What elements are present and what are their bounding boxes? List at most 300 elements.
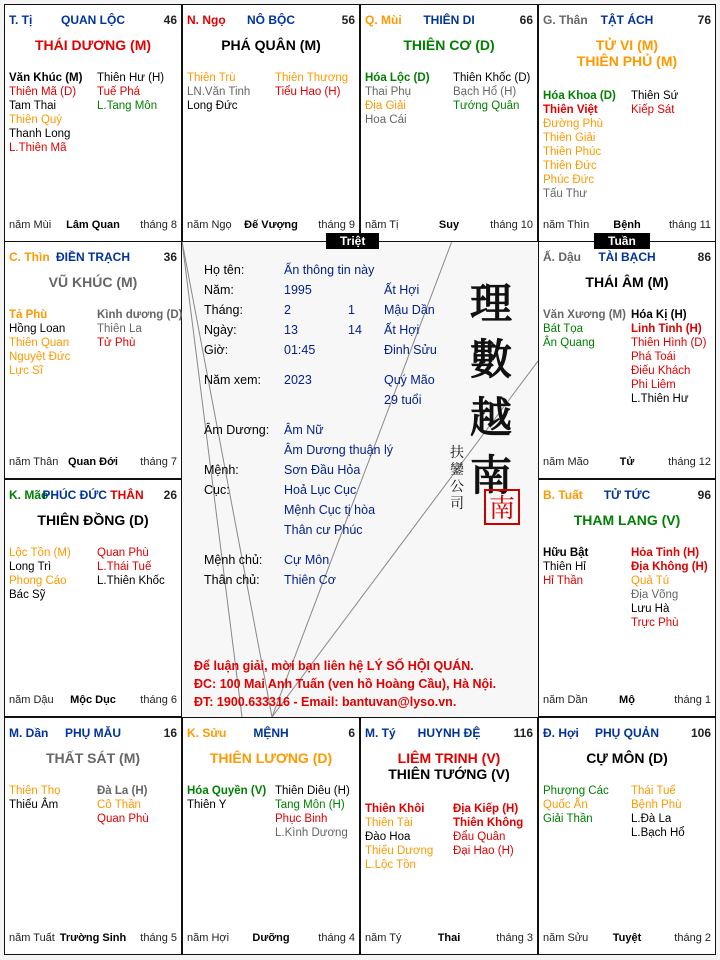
star-item: Địa Giải — [365, 100, 406, 112]
palace-year: năm Sửu — [543, 932, 589, 944]
stars-right — [97, 546, 185, 588]
stars-right — [275, 784, 363, 840]
star-item: Tử Phù — [97, 337, 136, 349]
palace-name — [543, 726, 711, 740]
star-item: Quả Tú — [631, 575, 670, 587]
palace-mao[interactable] — [4, 479, 182, 717]
palace-footer — [187, 219, 355, 233]
palace-name-text: PHỤ QUẢN — [594, 726, 659, 740]
palace-header — [543, 488, 711, 504]
star-item: Hỉ Thần — [543, 575, 584, 587]
star-item: Văn Khúc (M) — [9, 72, 83, 84]
stars-left — [365, 802, 457, 872]
palace-name-text: PHỤ MẪU — [65, 726, 121, 740]
star-item: Địa Không (H) — [631, 561, 708, 573]
stars-right — [631, 546, 719, 630]
star-item: Thiếu Dương — [365, 845, 434, 857]
info-age: 29 tuổi — [384, 393, 422, 407]
palace-footer — [365, 932, 533, 946]
palace-month: tháng 4 — [318, 932, 355, 944]
star-item: Thiên Diêu (H) — [275, 785, 350, 797]
palace-branch: N. Ngọ — [187, 13, 226, 27]
palace-year: năm Hợi — [187, 932, 230, 944]
star-item: Giải Thần — [543, 813, 593, 825]
star-item: Thiên Việt — [543, 104, 598, 116]
palace-month: tháng 11 — [668, 219, 711, 231]
main-stars — [361, 37, 537, 53]
star-item: Ân Quang — [543, 337, 595, 349]
star-item: L.Thiên Khốc — [97, 575, 165, 587]
palace-branch: Q. Mùi — [365, 13, 402, 27]
palace-number: 76 — [697, 13, 711, 27]
stars-left — [543, 89, 635, 201]
palace-stage: Lâm Quan — [66, 219, 120, 231]
star-item: Đường Phù — [543, 118, 603, 130]
contact-line-3: ĐT: 1900.633316 - Email: bantuvan@lyso.vn. — [194, 695, 457, 709]
palace-name-text: PHÚC ĐỨC — [42, 488, 107, 502]
info-am-duong: Âm Nữ — [284, 423, 324, 437]
info-day-lunar: Ất Hợi — [384, 323, 420, 337]
star-item: Đào Hoa — [365, 831, 411, 843]
palace-footer — [9, 456, 177, 470]
palace-than[interactable] — [538, 4, 716, 242]
palace-branch: C. Thìn — [9, 250, 50, 264]
palace-month: tháng 10 — [490, 219, 533, 231]
star-item: Bác Sỹ — [9, 589, 46, 601]
main-star: THIÊN TƯỚNG (V) — [388, 766, 510, 782]
info-name: Họ tên: — [204, 263, 245, 277]
palace-name — [365, 13, 533, 27]
palace-month: tháng 2 — [674, 932, 711, 944]
star-item: Hữu Bật — [543, 547, 589, 559]
star-item: Linh Tinh (H) — [631, 323, 702, 335]
palace-branch: M. Tý — [365, 726, 396, 740]
palace-footer — [365, 219, 533, 233]
info-than-chu: Thiên Cơ — [284, 573, 336, 587]
star-item: Tam Thai — [9, 100, 57, 112]
palace-month: tháng 8 — [140, 219, 177, 231]
info-view-year: 2023 — [284, 373, 312, 387]
palace-name-text: HUYNH ĐỆ — [417, 726, 481, 740]
palace-ty[interactable] — [4, 4, 182, 242]
palace-name — [9, 250, 177, 264]
palace-number: 116 — [513, 726, 533, 740]
palace-name — [365, 726, 533, 740]
palace-name-text: QUAN LỘC — [61, 13, 125, 27]
main-star: THIÊN ĐỒNG (D) — [37, 512, 149, 528]
palace-month: tháng 9 — [318, 219, 355, 231]
info-year-label: Năm: — [204, 283, 234, 297]
star-item: Hóa Lộc (D) — [365, 72, 430, 84]
star-item: L.Đà La — [631, 813, 672, 825]
info-year-lunar: Ất Hợi — [384, 283, 420, 297]
star-item: Thiên Khôi — [365, 803, 425, 815]
palace-name-text: THIÊN DI — [423, 13, 475, 27]
main-star: LIÊM TRINH (V) — [397, 750, 501, 766]
main-star: THÁI ÂM (M) — [585, 274, 669, 290]
palace-header — [543, 13, 711, 29]
stars-left — [365, 71, 457, 127]
main-star: THIÊN LƯƠNG (D) — [209, 750, 333, 766]
star-item: Quốc Ấn — [543, 799, 588, 811]
stars-right — [97, 308, 185, 350]
star-item: Hóa Quyền (V) — [187, 785, 267, 797]
palace-stage: Dưỡng — [252, 932, 290, 944]
star-item: Tả Phù — [9, 309, 48, 321]
info-hour-label: Giờ: — [204, 343, 229, 357]
star-item: Thiên Phúc — [543, 146, 602, 158]
palace-name — [543, 488, 711, 502]
star-item: Thiếu Âm — [9, 799, 59, 811]
palace-stage: Quan Đới — [68, 456, 118, 468]
main-stars — [5, 274, 181, 290]
palace-month: tháng 3 — [496, 932, 533, 944]
star-item: Thiên Sứ — [631, 90, 679, 102]
main-star: THẤT SÁT (M) — [45, 750, 141, 766]
info-month-solar: 2 — [284, 303, 291, 317]
palace-stage: Trường Sinh — [59, 932, 127, 944]
palace-name — [543, 13, 711, 27]
than-marker: THÂN — [106, 488, 144, 502]
palace-name — [9, 726, 177, 740]
main-stars — [539, 274, 715, 290]
star-item: Quan Phù — [97, 813, 149, 825]
palace-header — [9, 726, 177, 742]
main-star: THIÊN CƠ (D) — [403, 37, 495, 53]
palace-footer — [9, 219, 177, 233]
star-item: Tấu Thư — [543, 188, 587, 200]
palace-thin[interactable] — [4, 241, 182, 479]
star-item: Cô Thần — [97, 799, 141, 811]
chart-center-info — [182, 241, 538, 717]
info-cuc-label: Cục: — [204, 483, 230, 497]
info-year-solar: 1995 — [284, 283, 312, 297]
stars-right — [275, 71, 363, 99]
info-day-label: Ngày: — [204, 323, 237, 337]
palace-footer — [9, 694, 177, 708]
palace-stage: Mộc Dục — [70, 694, 116, 706]
info-menh-label: Mệnh: — [204, 463, 239, 477]
star-item: Thiên Đức — [543, 160, 597, 172]
palace-mui[interactable] — [360, 4, 538, 242]
palace-name — [187, 726, 355, 740]
star-item: Lưu Hà — [631, 603, 670, 615]
star-item: Long Đức — [187, 100, 238, 112]
star-item: Thanh Long — [9, 128, 71, 140]
star-item: Thiên Hỉ — [543, 561, 586, 573]
info-than-chu-label: Thân chủ: — [204, 573, 260, 587]
palace-number: 106 — [690, 726, 711, 740]
star-item: L.Bạch Hổ — [631, 827, 685, 839]
palace-month: tháng 5 — [140, 932, 177, 944]
palace-stage: Bệnh — [613, 219, 641, 231]
star-item: Nguyệt Đức — [9, 351, 71, 363]
info-menh-chu: Cự Môn — [284, 553, 330, 567]
main-stars — [361, 750, 537, 782]
star-item: Thiên Giải — [543, 132, 596, 144]
main-stars — [5, 512, 181, 528]
star-item: Đại Hao (H) — [453, 845, 514, 857]
star-item: Thiên Y — [187, 799, 227, 811]
palace-branch: M. Dần — [9, 726, 49, 740]
palace-branch: Đ. Hợi — [543, 726, 579, 740]
palace-name — [9, 488, 177, 502]
star-item: Kình dương (D) — [97, 309, 183, 321]
info-name-value: Ẩn thông tin này — [284, 263, 375, 277]
star-item: Bát Tọa — [543, 323, 584, 335]
palace-name-text: MỆNH — [253, 726, 289, 740]
info-cuc-3: Thân cư Phúc — [284, 523, 363, 537]
main-star: PHÁ QUÂN (M) — [221, 37, 321, 53]
palace-header — [365, 726, 533, 742]
stars-right — [453, 71, 541, 113]
star-item: Đẩu Quân — [453, 831, 506, 843]
red-seal: 南 — [484, 489, 520, 525]
palace-footer — [543, 456, 711, 470]
main-stars — [5, 37, 181, 53]
calligraphy-char: 數 — [470, 335, 513, 384]
star-item: Hoa Cái — [365, 114, 407, 126]
star-item: Long Trì — [9, 561, 52, 573]
main-star: VŨ KHÚC (M) — [48, 274, 138, 290]
main-star: TỬ VI (M) — [595, 37, 659, 53]
star-item: Đà La (H) — [97, 785, 148, 797]
palace-number: 96 — [697, 488, 711, 502]
info-hour-lunar: Đinh Sửu — [384, 343, 437, 357]
star-item: Thiên Tài — [365, 817, 413, 829]
palace-month: tháng 6 — [140, 694, 177, 706]
star-item: Hồng Loan — [9, 323, 66, 335]
stars-right — [631, 308, 719, 406]
palace-branch: G. Thân — [543, 13, 588, 27]
stars-left — [9, 71, 101, 155]
palace-year: năm Dậu — [9, 694, 54, 706]
contact-line-1: Để luận giải, mời bạn liên hệ LÝ SỐ HỘI QUÁN. — [194, 659, 474, 673]
star-item: Tuế Phá — [97, 86, 141, 98]
stars-right — [631, 784, 719, 840]
palace-footer — [543, 694, 711, 708]
star-item: Địa Kiếp (H) — [453, 803, 519, 815]
info-view-year-lunar: Quý Mão — [384, 373, 435, 387]
palace-number: 56 — [341, 13, 355, 27]
palace-dau[interactable] — [538, 241, 716, 479]
palace-year: năm Thìn — [543, 219, 590, 231]
stars-left — [9, 308, 101, 378]
calligraphy-side: 扶鑾公司 — [450, 445, 464, 512]
palace-header — [543, 726, 711, 742]
star-item: Bạch Hổ (H) — [453, 86, 517, 98]
palace-year: năm Tý — [365, 932, 402, 944]
stars-right — [631, 89, 719, 117]
main-stars — [183, 37, 359, 53]
main-stars — [183, 750, 359, 766]
info-am-duong-label: Âm Dương: — [204, 423, 270, 437]
palace-year: năm Tuất — [9, 932, 55, 944]
palace-name-text: TỬ TỨC — [603, 488, 651, 502]
palace-number: 66 — [519, 13, 533, 27]
stars-right — [97, 71, 185, 113]
star-item: L.Kình Dương — [275, 827, 348, 839]
star-item: Thiên Quý — [9, 114, 63, 126]
star-item: LN.Văn Tinh — [187, 86, 251, 98]
star-item: Thiên Quan — [9, 337, 70, 349]
star-item: L.Thiên Mã — [9, 142, 67, 154]
star-item: Thiên Khốc (D) — [453, 72, 531, 84]
stars-right — [97, 784, 185, 826]
stars-left — [187, 71, 279, 113]
star-item: Thiên Trù — [187, 72, 236, 84]
palace-branch: B. Tuất — [543, 488, 583, 502]
palace-number: 16 — [163, 726, 177, 740]
star-item: L.Tang Môn — [97, 100, 158, 112]
palace-header — [9, 488, 177, 504]
contact-line-2: ĐC: 100 Mai Anh Tuấn (ven hồ Hoàng Cầu), Hà Nội. — [194, 677, 497, 691]
info-am-duong-2: Âm Dương thuận lý — [284, 443, 393, 457]
palace-stage: Thai — [437, 932, 461, 944]
star-item: Thiên Thương — [275, 72, 349, 84]
palace-hoi[interactable] — [538, 717, 716, 955]
palace-number: 6 — [348, 726, 355, 740]
main-stars — [539, 37, 715, 69]
star-item: Bệnh Phù — [631, 799, 682, 811]
info-cuc: Hoả Lục Cục — [284, 483, 357, 497]
info-hour: 01:45 — [284, 343, 316, 357]
palace-number: 86 — [697, 250, 711, 264]
palace-month: tháng 7 — [140, 456, 177, 468]
palace-name-text: TẬT ÁCH — [600, 13, 654, 27]
star-item: Hóa Khoa (D) — [543, 90, 616, 102]
star-item: Lộc Tồn (M) — [9, 547, 71, 559]
palace-number: 36 — [163, 250, 177, 264]
calligraphy-char: 南 — [470, 451, 513, 500]
palace-year: năm Tị — [365, 219, 399, 231]
palace-suu[interactable] — [182, 717, 360, 955]
star-item: Tiểu Hao (H) — [275, 86, 341, 98]
star-item: Điếu Khách — [631, 365, 691, 377]
star-item: Tướng Quân — [453, 100, 520, 112]
tuan-tag: Tuần — [594, 233, 650, 249]
calligraphy-char: 越 — [470, 393, 513, 442]
palace-footer — [9, 932, 177, 946]
star-item: Thiên Hư (H) — [97, 72, 165, 84]
info-view-year-label: Năm xem: — [204, 373, 261, 387]
palace-year: năm Dần — [543, 694, 588, 706]
star-item: Phượng Các — [543, 785, 609, 797]
palace-year: năm Mùi — [9, 219, 52, 231]
palace-year: năm Ngọ — [187, 219, 232, 231]
palace-name-text: NÔ BỘC — [247, 13, 295, 27]
star-item: Phong Cáo — [9, 575, 67, 587]
main-stars — [539, 512, 715, 528]
palace-month: tháng 12 — [668, 456, 711, 468]
palace-name — [543, 250, 711, 264]
palace-header — [9, 250, 177, 266]
palace-stage: Suy — [438, 219, 460, 231]
star-item: Phúc Đức — [543, 174, 595, 186]
triet-tag: Triệt — [326, 233, 379, 249]
star-item: L.Thái Tuế — [97, 561, 152, 573]
star-item: Thái Tuế — [631, 785, 676, 797]
star-item: Phá Toái — [631, 351, 676, 363]
stars-right — [453, 802, 541, 858]
star-item: Hóa Kị (H) — [631, 309, 687, 321]
main-stars — [539, 750, 715, 766]
info-cuc-2: Mệnh Cục tị hòa — [284, 503, 376, 517]
star-item: Thai Phụ — [365, 86, 412, 98]
star-item: Tang Môn (H) — [275, 799, 345, 811]
main-star: THÁI DƯƠNG (M) — [34, 37, 152, 53]
star-item: Địa Võng — [631, 589, 679, 601]
palace-tuat[interactable] — [538, 479, 716, 717]
palace-month: tháng 1 — [674, 694, 711, 706]
star-item: Thiên Thọ — [9, 785, 61, 797]
stars-left — [187, 784, 279, 812]
star-item: Phục Binh — [275, 813, 328, 825]
palace-stage: Tử — [619, 456, 635, 468]
star-item: Thiên Hình (D) — [631, 337, 707, 349]
palace-year: năm Thân — [9, 456, 59, 468]
palace-branch: Ấ. Dậu — [543, 250, 582, 264]
palace-stage: Tuyệt — [612, 932, 642, 944]
palace-number: 46 — [163, 13, 177, 27]
palace-stage: Mộ — [619, 694, 635, 706]
star-item: L.Lộc Tồn — [365, 859, 416, 871]
palace-name — [187, 13, 355, 27]
palace-branch: K. Sửu — [187, 726, 227, 740]
palace-header — [187, 726, 355, 742]
star-item: Lực Sĩ — [9, 365, 43, 377]
main-stars — [5, 750, 181, 766]
star-item: Kiếp Sát — [631, 104, 675, 116]
star-item: Thiên La — [97, 323, 142, 335]
palace-name — [9, 13, 177, 27]
info-menh: Sơn Đầu Hỏa — [284, 463, 361, 477]
star-item: L.Thiên Hư — [631, 393, 689, 405]
stars-left — [9, 546, 101, 602]
palace-header — [543, 250, 711, 266]
star-item: Trực Phù — [631, 617, 679, 629]
stars-left — [9, 784, 101, 812]
palace-name-text: ĐIỀN TRẠCH — [56, 250, 130, 264]
info-month-label: Tháng: — [204, 303, 243, 317]
palace-header — [9, 13, 177, 29]
star-item: Văn Xương (M) — [543, 309, 626, 321]
info-menh-chu-label: Mệnh chủ: — [204, 553, 263, 567]
star-item: Thiên Không — [453, 817, 524, 829]
palace-dan[interactable] — [4, 717, 182, 955]
info-month-lunar-num: 1 — [348, 303, 355, 317]
info-day-solar: 13 — [284, 323, 298, 337]
stars-left — [543, 308, 635, 350]
palace-branch: T. Tị — [9, 13, 33, 27]
star-item: Thiên Mã (D) — [9, 86, 77, 98]
calligraphy-char: 理 — [470, 279, 513, 328]
stars-left — [543, 546, 635, 588]
main-star: THIÊN PHỦ (M) — [576, 53, 678, 69]
palace-header — [187, 13, 355, 29]
star-item: Phi Liêm — [631, 379, 676, 391]
palace-ti[interactable] — [360, 717, 538, 955]
palace-number: 26 — [163, 488, 177, 502]
palace-header — [365, 13, 533, 29]
star-item: Quan Phù — [97, 547, 149, 559]
palace-ngo[interactable] — [182, 4, 360, 242]
palace-branch: K. Mão — [9, 488, 49, 502]
stars-left — [543, 784, 635, 826]
palace-name-text: TÀI BẠCH — [598, 250, 656, 264]
palace-footer — [543, 219, 711, 233]
main-star: THAM LANG (V) — [573, 512, 681, 528]
